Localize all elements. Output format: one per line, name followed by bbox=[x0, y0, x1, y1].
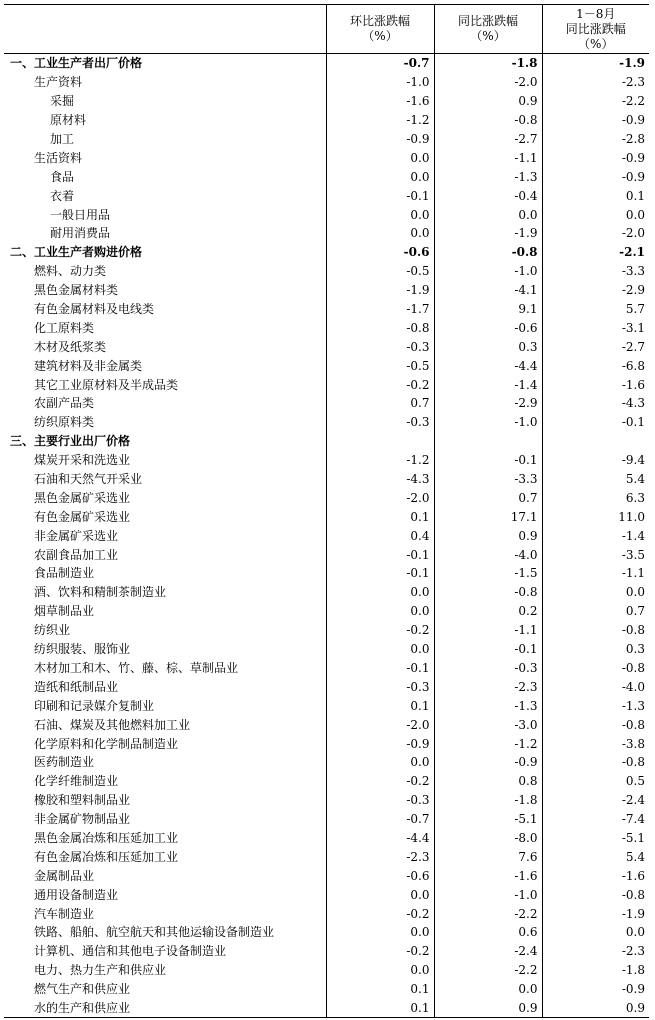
ytd-yoy-value: -4.3 bbox=[542, 394, 649, 413]
ytd-yoy-value: 0.0 bbox=[542, 923, 649, 942]
mom-value: -4.3 bbox=[326, 470, 434, 489]
row-label: 非金属矿物制品业 bbox=[34, 812, 131, 827]
header-ytd-yoy-change bbox=[542, 5, 649, 54]
row-label: 三、主要行业出厂价格 bbox=[10, 434, 131, 449]
yoy-value: -2.7 bbox=[434, 130, 542, 149]
ytd-yoy-value: 5.4 bbox=[542, 470, 649, 489]
mom-value: 0.0 bbox=[326, 923, 434, 942]
table-row bbox=[4, 300, 649, 319]
mom-value: -0.8 bbox=[326, 318, 434, 337]
mom-value: 0.4 bbox=[326, 526, 434, 545]
table-row bbox=[4, 885, 649, 904]
mom-value: 0.7 bbox=[326, 394, 434, 413]
ytd-yoy-value: -0.9 bbox=[542, 167, 649, 186]
yoy-value: -4.0 bbox=[434, 545, 542, 564]
table-row bbox=[4, 772, 649, 791]
row-label: 橡胶和塑料制品业 bbox=[34, 793, 131, 808]
ytd-yoy-value: -0.8 bbox=[542, 621, 649, 640]
ytd-yoy-value: -3.5 bbox=[542, 545, 649, 564]
header-ytd-title: 同比涨跌幅 bbox=[565, 21, 626, 36]
row-label: 酒、饮料和精制茶制造业 bbox=[34, 585, 167, 600]
row-label: 食品制造业 bbox=[34, 566, 95, 581]
yoy-value: -0.4 bbox=[434, 186, 542, 205]
mom-value: 0.1 bbox=[326, 999, 434, 1018]
ytd-yoy-value: -3.3 bbox=[542, 262, 649, 281]
ytd-yoy-value: 0.3 bbox=[542, 640, 649, 659]
yoy-value: -0.9 bbox=[434, 753, 542, 772]
ytd-yoy-value: -2.8 bbox=[542, 130, 649, 149]
mom-value: -0.1 bbox=[326, 564, 434, 583]
row-label: 纺织原料类 bbox=[34, 415, 95, 430]
row-label: 木材加工和木、竹、藤、棕、草制品业 bbox=[34, 660, 239, 675]
ytd-yoy-value: -0.9 bbox=[542, 148, 649, 167]
ytd-yoy-value bbox=[542, 432, 649, 451]
table-row bbox=[4, 205, 649, 224]
mom-value: 0.0 bbox=[326, 602, 434, 621]
row-label: 铁路、船舶、航空航天和其他运输设备制造业 bbox=[34, 925, 275, 940]
yoy-value: 7.6 bbox=[434, 847, 542, 866]
table-row bbox=[4, 602, 649, 621]
yoy-value: -0.8 bbox=[434, 583, 542, 602]
ytd-yoy-value: 11.0 bbox=[542, 507, 649, 526]
mom-value: 0.1 bbox=[326, 696, 434, 715]
table-row bbox=[4, 545, 649, 564]
table-row bbox=[4, 451, 649, 470]
table-row bbox=[4, 659, 649, 678]
yoy-value: -4.1 bbox=[434, 281, 542, 300]
row-label: 其它工业原材料及半成品类 bbox=[34, 377, 179, 392]
table-row bbox=[4, 394, 649, 413]
ytd-yoy-value: 0.7 bbox=[542, 602, 649, 621]
yoy-value: -1.0 bbox=[434, 262, 542, 281]
mom-value: -0.1 bbox=[326, 186, 434, 205]
row-label: 燃料、动力类 bbox=[34, 264, 107, 279]
row-label: 石油和天然气开采业 bbox=[34, 472, 143, 487]
yoy-value: -8.0 bbox=[434, 829, 542, 848]
ytd-yoy-value: 6.3 bbox=[542, 488, 649, 507]
row-label: 电力、热力生产和供应业 bbox=[34, 963, 167, 978]
row-label: 黑色金属冶炼和压延加工业 bbox=[34, 830, 179, 845]
ytd-yoy-value: -0.8 bbox=[542, 715, 649, 734]
mom-value: -0.1 bbox=[326, 659, 434, 678]
mom-value: -0.7 bbox=[326, 810, 434, 829]
yoy-value: -4.4 bbox=[434, 356, 542, 375]
table-row bbox=[4, 413, 649, 432]
yoy-value: -1.3 bbox=[434, 696, 542, 715]
row-label: 燃气生产和供应业 bbox=[34, 982, 131, 997]
table-row bbox=[4, 677, 649, 696]
table-row bbox=[4, 715, 649, 734]
yoy-value: -0.8 bbox=[434, 111, 542, 130]
yoy-value: 9.1 bbox=[434, 300, 542, 319]
yoy-value: 0.7 bbox=[434, 488, 542, 507]
mom-value: -1.2 bbox=[326, 111, 434, 130]
row-label: 计算机、通信和其他电子设备制造业 bbox=[34, 944, 227, 959]
ytd-yoy-value: -1.9 bbox=[542, 904, 649, 923]
yoy-value: -1.1 bbox=[434, 621, 542, 640]
row-label: 农副产品类 bbox=[34, 396, 95, 411]
row-label: 有色金属冶炼和压延加工业 bbox=[34, 849, 179, 864]
ytd-yoy-value: -2.7 bbox=[542, 337, 649, 356]
table-section-row bbox=[4, 54, 649, 73]
yoy-value: 0.9 bbox=[434, 526, 542, 545]
mom-value: 0.0 bbox=[326, 961, 434, 980]
mom-value: -0.1 bbox=[326, 545, 434, 564]
header-row bbox=[4, 5, 649, 54]
table-row bbox=[4, 111, 649, 130]
table-row bbox=[4, 224, 649, 243]
yoy-value: -0.1 bbox=[434, 451, 542, 470]
row-label: 纺织业 bbox=[34, 623, 71, 638]
header-yoy-title: 同比涨跌幅 bbox=[457, 14, 518, 28]
ytd-yoy-value: -1.8 bbox=[542, 961, 649, 980]
row-label: 有色金属材料及电线类 bbox=[34, 302, 155, 317]
table-row bbox=[4, 130, 649, 149]
yoy-value: -0.3 bbox=[434, 659, 542, 678]
yoy-value: -1.5 bbox=[434, 564, 542, 583]
ytd-yoy-value: -2.4 bbox=[542, 791, 649, 810]
mom-value: -0.6 bbox=[326, 866, 434, 885]
row-label: 二、工业生产者购进价格 bbox=[10, 245, 143, 260]
yoy-value: -2.0 bbox=[434, 73, 542, 92]
ytd-yoy-value: -7.4 bbox=[542, 810, 649, 829]
yoy-value: -3.0 bbox=[434, 715, 542, 734]
table-row bbox=[4, 583, 649, 602]
mom-value bbox=[326, 432, 434, 451]
ytd-yoy-value: -0.8 bbox=[542, 659, 649, 678]
row-label: 一般日用品 bbox=[50, 207, 111, 222]
table-row bbox=[4, 92, 649, 111]
row-label: 煤炭开采和洗选业 bbox=[34, 453, 131, 468]
row-label: 黑色金属矿采选业 bbox=[34, 490, 131, 505]
table-row bbox=[4, 621, 649, 640]
table-row bbox=[4, 356, 649, 375]
row-label: 耐用消费品 bbox=[50, 226, 111, 241]
row-label: 建筑材料及非金属类 bbox=[34, 358, 143, 373]
header-ytd-unit: （%） bbox=[578, 36, 614, 51]
mom-value: 0.1 bbox=[326, 507, 434, 526]
table-row bbox=[4, 73, 649, 92]
mom-value: -0.9 bbox=[326, 734, 434, 753]
mom-value: -0.5 bbox=[326, 262, 434, 281]
yoy-value: -1.9 bbox=[434, 224, 542, 243]
mom-value: -2.0 bbox=[326, 715, 434, 734]
yoy-value: -1.8 bbox=[434, 791, 542, 810]
table-row bbox=[4, 999, 649, 1018]
mom-value: -1.6 bbox=[326, 92, 434, 111]
yoy-value: -5.1 bbox=[434, 810, 542, 829]
ytd-yoy-value: -1.6 bbox=[542, 375, 649, 394]
ytd-yoy-value: 0.5 bbox=[542, 772, 649, 791]
yoy-value: 0.9 bbox=[434, 999, 542, 1018]
header-yoy-unit: （%） bbox=[470, 29, 506, 43]
yoy-value: 0.6 bbox=[434, 923, 542, 942]
mom-value: -0.2 bbox=[326, 772, 434, 791]
yoy-value: -1.2 bbox=[434, 734, 542, 753]
mom-value: -1.7 bbox=[326, 300, 434, 319]
row-label: 通用设备制造业 bbox=[34, 887, 119, 902]
mom-value: -0.2 bbox=[326, 904, 434, 923]
price-index-table bbox=[4, 4, 649, 1018]
table-row bbox=[4, 507, 649, 526]
row-label: 造纸和纸制品业 bbox=[34, 679, 119, 694]
ytd-yoy-value: 5.7 bbox=[542, 300, 649, 319]
ytd-yoy-value: -2.0 bbox=[542, 224, 649, 243]
ytd-yoy-value: -1.3 bbox=[542, 696, 649, 715]
row-label: 生活资料 bbox=[34, 150, 83, 165]
row-label: 金属制品业 bbox=[34, 868, 95, 883]
yoy-value: -2.4 bbox=[434, 942, 542, 961]
row-label: 化学纤维制造业 bbox=[34, 774, 119, 789]
yoy-value: -1.4 bbox=[434, 375, 542, 394]
ytd-yoy-value: -3.1 bbox=[542, 318, 649, 337]
table-section-row bbox=[4, 243, 649, 262]
ytd-yoy-value: 0.0 bbox=[542, 205, 649, 224]
mom-value: -4.4 bbox=[326, 829, 434, 848]
ytd-yoy-value: -0.9 bbox=[542, 111, 649, 130]
header-mom-unit: （%） bbox=[362, 29, 398, 43]
ytd-yoy-value: -1.1 bbox=[542, 564, 649, 583]
header-ytd-period: 1－8月 bbox=[576, 6, 616, 21]
mom-value: 0.0 bbox=[326, 205, 434, 224]
table-row bbox=[4, 186, 649, 205]
table-row bbox=[4, 847, 649, 866]
ytd-yoy-value: 0.1 bbox=[542, 186, 649, 205]
mom-value: 0.0 bbox=[326, 224, 434, 243]
yoy-value: -1.6 bbox=[434, 866, 542, 885]
yoy-value: 0.9 bbox=[434, 92, 542, 111]
table-body bbox=[4, 54, 649, 1018]
row-label: 一、工业生产者出厂价格 bbox=[10, 56, 143, 71]
table-row bbox=[4, 961, 649, 980]
row-label: 有色金属矿采选业 bbox=[34, 509, 131, 524]
ytd-yoy-value: -6.8 bbox=[542, 356, 649, 375]
table-row bbox=[4, 829, 649, 848]
mom-value: -0.9 bbox=[326, 130, 434, 149]
yoy-value: -0.8 bbox=[434, 243, 542, 262]
ytd-yoy-value: -4.0 bbox=[542, 677, 649, 696]
table-row bbox=[4, 791, 649, 810]
table-row bbox=[4, 262, 649, 281]
ytd-yoy-value: -5.1 bbox=[542, 829, 649, 848]
ytd-yoy-value: -1.6 bbox=[542, 866, 649, 885]
mom-value: -0.2 bbox=[326, 942, 434, 961]
mom-value: -0.7 bbox=[326, 54, 434, 73]
table-row bbox=[4, 470, 649, 489]
table-row bbox=[4, 696, 649, 715]
table-row bbox=[4, 375, 649, 394]
table-row bbox=[4, 942, 649, 961]
row-label: 化学原料和化学制品制造业 bbox=[34, 736, 179, 751]
table-row bbox=[4, 904, 649, 923]
yoy-value: -2.3 bbox=[434, 677, 542, 696]
mom-value: -1.0 bbox=[326, 73, 434, 92]
table-row bbox=[4, 148, 649, 167]
ytd-yoy-value: -0.8 bbox=[542, 885, 649, 904]
ytd-yoy-value: -9.4 bbox=[542, 451, 649, 470]
yoy-value: 0.8 bbox=[434, 772, 542, 791]
table-row bbox=[4, 923, 649, 942]
mom-value: -0.6 bbox=[326, 243, 434, 262]
ytd-yoy-value: -1.9 bbox=[542, 54, 649, 73]
mom-value: -0.2 bbox=[326, 621, 434, 640]
table-row bbox=[4, 318, 649, 337]
ytd-yoy-value: -1.4 bbox=[542, 526, 649, 545]
yoy-value: -2.2 bbox=[434, 961, 542, 980]
mom-value: 0.0 bbox=[326, 640, 434, 659]
table-row bbox=[4, 337, 649, 356]
header-label-column bbox=[4, 5, 326, 54]
mom-value: -2.0 bbox=[326, 488, 434, 507]
mom-value: 0.0 bbox=[326, 583, 434, 602]
ytd-yoy-value: -0.1 bbox=[542, 413, 649, 432]
ytd-yoy-value: -2.1 bbox=[542, 243, 649, 262]
ytd-yoy-value: -3.8 bbox=[542, 734, 649, 753]
row-label: 生产资料 bbox=[34, 75, 83, 90]
row-label: 采掘 bbox=[50, 94, 75, 109]
ytd-yoy-value: -2.2 bbox=[542, 92, 649, 111]
row-label: 石油、煤炭及其他燃料加工业 bbox=[34, 717, 191, 732]
table-row bbox=[4, 810, 649, 829]
yoy-value: -1.0 bbox=[434, 413, 542, 432]
yoy-value: -1.8 bbox=[434, 54, 542, 73]
mom-value: -0.5 bbox=[326, 356, 434, 375]
row-label: 黑色金属材料类 bbox=[34, 283, 119, 298]
mom-value: -0.3 bbox=[326, 337, 434, 356]
yoy-value bbox=[434, 432, 542, 451]
yoy-value: -0.6 bbox=[434, 318, 542, 337]
row-label: 医药制造业 bbox=[34, 755, 95, 770]
yoy-value: 0.0 bbox=[434, 205, 542, 224]
mom-value: -1.9 bbox=[326, 281, 434, 300]
row-label: 食品 bbox=[50, 169, 75, 184]
mom-value: -0.3 bbox=[326, 413, 434, 432]
yoy-value: 0.2 bbox=[434, 602, 542, 621]
ytd-yoy-value: 0.9 bbox=[542, 999, 649, 1018]
table-row bbox=[4, 866, 649, 885]
row-label: 纺织服装、服饰业 bbox=[34, 642, 131, 657]
yoy-value: 0.0 bbox=[434, 980, 542, 999]
yoy-value: -1.3 bbox=[434, 167, 542, 186]
row-label: 木材及纸浆类 bbox=[34, 339, 107, 354]
mom-value: 0.0 bbox=[326, 148, 434, 167]
mom-value: 0.0 bbox=[326, 753, 434, 772]
table-row bbox=[4, 640, 649, 659]
header-yoy-change bbox=[434, 5, 542, 54]
row-label: 烟草制品业 bbox=[34, 604, 95, 619]
yoy-value: -0.1 bbox=[434, 640, 542, 659]
yoy-value: -3.3 bbox=[434, 470, 542, 489]
mom-value: -0.2 bbox=[326, 375, 434, 394]
row-label: 水的生产和供应业 bbox=[4, 999, 326, 1018]
table-row bbox=[4, 753, 649, 772]
price-index-table-container bbox=[4, 4, 649, 1018]
mom-value: 0.0 bbox=[326, 167, 434, 186]
row-label: 衣着 bbox=[50, 188, 75, 203]
table-row bbox=[4, 526, 649, 545]
yoy-value: 0.3 bbox=[434, 337, 542, 356]
table-row bbox=[4, 980, 649, 999]
table-row bbox=[4, 281, 649, 300]
yoy-value: -2.2 bbox=[434, 904, 542, 923]
ytd-yoy-value: -2.9 bbox=[542, 281, 649, 300]
table-row bbox=[4, 564, 649, 583]
mom-value: -0.3 bbox=[326, 677, 434, 696]
row-label: 农副食品加工业 bbox=[34, 547, 119, 562]
row-label: 汽车制造业 bbox=[34, 906, 95, 921]
row-label: 印刷和记录媒介复制业 bbox=[34, 698, 155, 713]
ytd-yoy-value: -2.3 bbox=[542, 73, 649, 92]
ytd-yoy-value: 0.0 bbox=[542, 583, 649, 602]
table-row bbox=[4, 734, 649, 753]
table-header bbox=[4, 5, 649, 54]
mom-value: -0.3 bbox=[326, 791, 434, 810]
yoy-value: -2.9 bbox=[434, 394, 542, 413]
table-row bbox=[4, 167, 649, 186]
row-label: 化工原料类 bbox=[34, 320, 95, 335]
row-label: 加工 bbox=[50, 132, 75, 146]
ytd-yoy-value: -0.8 bbox=[542, 753, 649, 772]
ytd-yoy-value: 5.4 bbox=[542, 847, 649, 866]
row-label: 非金属矿采选业 bbox=[34, 528, 119, 543]
ytd-yoy-value: -2.3 bbox=[542, 942, 649, 961]
mom-value: -1.2 bbox=[326, 451, 434, 470]
yoy-value: -1.1 bbox=[434, 148, 542, 167]
mom-value: 0.0 bbox=[326, 885, 434, 904]
table-section-row bbox=[4, 432, 649, 451]
table-row bbox=[4, 488, 649, 507]
yoy-value: -1.0 bbox=[434, 885, 542, 904]
mom-value: 0.1 bbox=[326, 980, 434, 999]
row-label: 原材料 bbox=[50, 113, 87, 128]
mom-value: -2.3 bbox=[326, 847, 434, 866]
header-mom-change bbox=[326, 5, 434, 54]
ytd-yoy-value: -0.9 bbox=[542, 980, 649, 999]
yoy-value: 17.1 bbox=[434, 507, 542, 526]
header-mom-title: 环比涨跌幅 bbox=[349, 14, 410, 28]
